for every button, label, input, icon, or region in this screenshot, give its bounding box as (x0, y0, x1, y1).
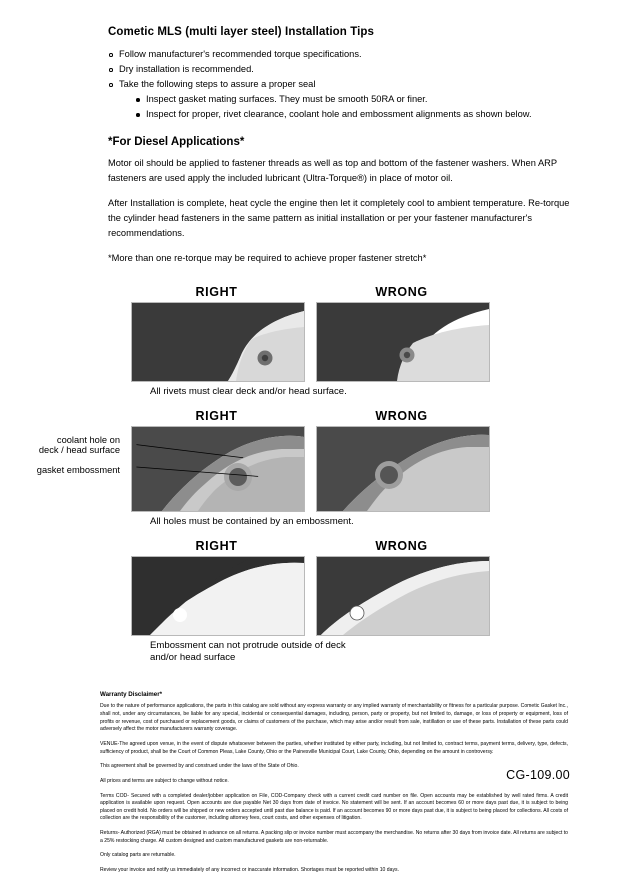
warranty-paragraph: Due to the nature of performance applications, the parts in this catalog are sold without any express warranty or any implied warranty of merchantability or fitness for a particular purpose. Cometic Gasket Inc., shall not, under any circumstances, be liable for any special, incidental or consequential damages, including, person, party or property, but not limited to, damage, or loss of property or equipment, loss of profits or revenue, cost of purchased or replacement goods, or claims of customers of the purchase, which may arise and/or result from sale, instillation or use of these parts. Installation of these parts could adversely affect the motor manufacturers warranty coverage. (100, 703, 568, 733)
tip-text: Dry installation is recommended. (119, 64, 254, 75)
diesel-paragraph-3: *More than one re-torque may be required to achieve proper fastener stretch* (108, 253, 427, 264)
figure-caption-protrusion-line2: and/or head surface (150, 652, 236, 664)
figure-section (36, 284, 578, 666)
diesel-paragraph-2: After Installation is complete, heat cycle the engine then let it completely cool to ambient temperature. Re-torque the cylinder head fasteners in the same pattern as initial installation or per your fastener manufacturer's recommendations. (108, 198, 570, 239)
figure-label-right: RIGHT (195, 284, 238, 299)
figure-image-wrong-embossment (316, 426, 490, 512)
figure-row-rivets (40, 285, 578, 382)
list-item (108, 62, 578, 77)
list-item (135, 107, 578, 122)
list-item (108, 77, 578, 122)
document-number: CG-109.00 (506, 768, 570, 782)
figure-image-wrong-protrusion (316, 556, 490, 636)
figure-right-protrusion (131, 539, 303, 636)
warranty-paragraph: Terms COD- Secured with a completed dealer/jobber application on File, COD-Company check with a current credit card number on file. Open accounts may be established by well rated firms. A credit application is available upon request. Open accounts are due payable Net 30 days from date of invoice. No statement will be sent. If an account becomes 60 or more days past due, it is subject to being placed on credit hold. No orders will be shipped or new orders accepted until past due balance is paid. If an account becomes 90 or more days past due, it is subject to being placed for collections. All costs of collection are the responsibility of the customer, including attorney fees, court costs, and other expenses of litigation. (100, 792, 568, 822)
warranty-paragraph: Review your invoice and notify us immediately of any incorrect or inaccurate information. Shortages must be reported within 10 days. (100, 867, 399, 873)
list-item (108, 47, 578, 62)
figure-label-wrong: WRONG (375, 538, 428, 553)
list-item (135, 92, 578, 107)
diesel-section-heading: *For Diesel Applications* (108, 136, 245, 149)
warranty-paragraph: VENUE-The agreed upon venue, in the event of dispute whatsoever between the parties, whether instituted by either party, including, but not limited to, contract terms, payment terms, delivery, type, defects, sufficiency of product, shall be the Court of Common Pleas, Lake County, Ohio or the Painesville Municipal Court, Lake County, Ohio, depending on the amount in controversy. (100, 740, 568, 755)
installation-tips-list (108, 47, 578, 122)
warranty-paragraph: Only catalog parts are returnable. (100, 852, 176, 859)
warranty-paragraph: This agreement shall be governed by and construed under the laws of the State of Ohio. (100, 763, 299, 770)
installation-tips-sublist (119, 92, 578, 122)
figure-image-right-embossment (131, 426, 305, 512)
tip-text: Follow manufacturer's recommended torque specifications. (119, 49, 362, 59)
figure-label-right: RIGHT (195, 408, 238, 423)
callout-embossment-line1: gasket embossment (36, 464, 120, 475)
callout-coolant-line1: coolant hole on (56, 434, 120, 445)
warranty-heading: Warranty Disclaimer* (100, 691, 163, 699)
figure-wrong-rivets (316, 285, 488, 382)
figure-row-protrusion (40, 539, 578, 636)
page-title: Cometic MLS (multi layer steel) Installation Tips (108, 26, 375, 38)
figure-wrong-embossment (316, 409, 488, 512)
warranty-paragraph: All prices and terms are subject to change without notice. (100, 777, 229, 784)
diesel-paragraph-1: Motor oil should be applied to fastener threads as well as top and bottom of the fastener washers. When ARP fasteners are used apply the included lubricant (Ultra-Torque®) in place of motor oil. (108, 158, 557, 184)
tip-subtext: Inspect gasket mating surfaces. They must be smooth 50RA or finer. (146, 94, 428, 105)
callout-coolant-hole (0, 435, 120, 455)
figure-caption-protrusion (40, 640, 578, 666)
figure-label-wrong: WRONG (375, 408, 428, 423)
figure-caption-protrusion-line1: Embossment can not protrude outside of deck (150, 639, 346, 651)
figure-caption-embossment: All holes must be contained by an embossment. (150, 515, 354, 527)
figure-image-right-protrusion (131, 556, 305, 636)
figure-image-right-rivets (131, 302, 305, 382)
figure-caption-rivets: All rivets must clear deck and/or head surface. (150, 385, 347, 397)
tip-subtext: Inspect for proper, rivet clearance, coolant hole and embossment alignments as shown below. (146, 109, 532, 120)
callout-gasket-embossment (0, 465, 120, 475)
figure-image-wrong-rivets (316, 302, 490, 382)
figure-right-rivets (131, 285, 303, 382)
figure-label-right: RIGHT (195, 538, 238, 553)
figure-right-embossment (131, 409, 303, 512)
figure-wrong-protrusion (316, 539, 488, 636)
warranty-paragraph: Returns- Authorized (RGA) must be obtained in advance on all returns. A packing slip or invoice number must accompany the merchandise. No returns after 30 days from invoice date. All returns are subject to a 25% restocking charge. All custom designed and custom manufactured gaskets are non-returnable. (100, 830, 569, 844)
warranty-section (100, 691, 568, 874)
callout-coolant-line2: deck / head surface (38, 444, 120, 455)
figure-label-wrong: WRONG (375, 284, 428, 299)
tip-text: Take the following steps to assure a proper seal (119, 79, 316, 90)
figure-row-embossment (36, 408, 578, 512)
